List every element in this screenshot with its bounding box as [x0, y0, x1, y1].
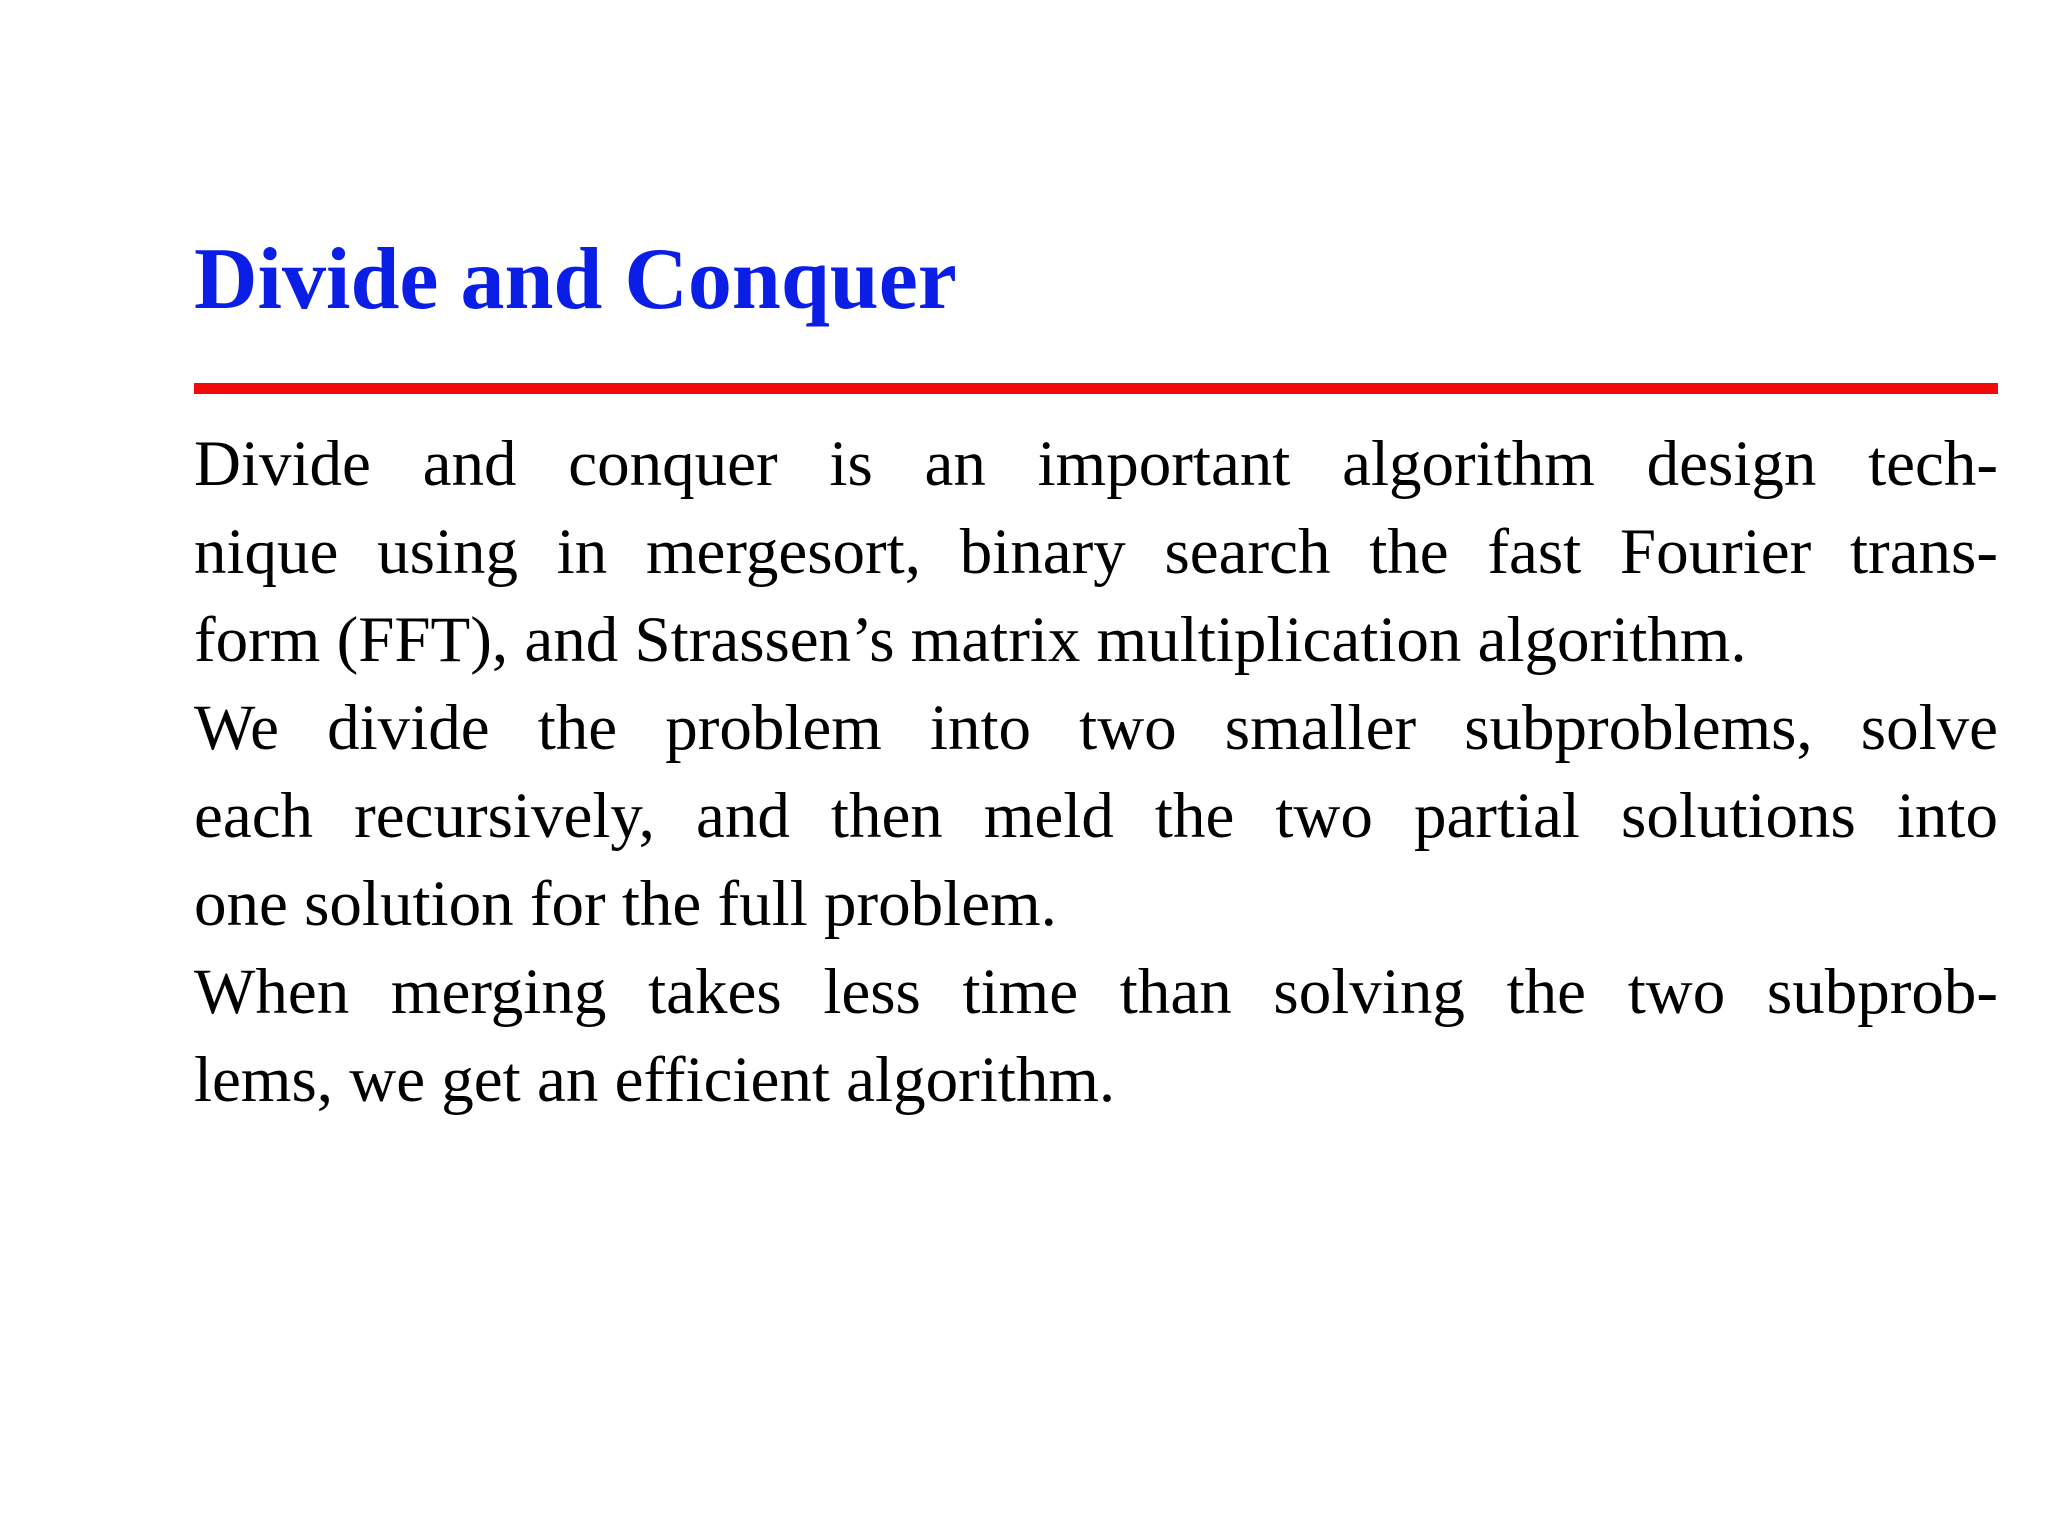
slide-body: [194, 420, 1998, 1124]
text-line: We divide the problem into two smaller subproblems, solve: [194, 692, 1998, 764]
text-line: lems, we get an efficient algorithm.: [194, 1044, 1116, 1116]
title-underline-rule: [194, 383, 1998, 394]
slide-title: Divide and Conquer: [194, 231, 957, 328]
paragraph-method: [194, 684, 1998, 948]
paragraph-intro: [194, 420, 1998, 684]
text-line: each recursively, and then meld the two partial solutions into: [194, 780, 1998, 852]
paragraph-efficiency: [194, 948, 1998, 1124]
text-line: one solution for the full problem.: [194, 868, 1057, 940]
text-line: form (FFT), and Strassen’s matrix multiplication algorithm.: [194, 604, 1747, 676]
text-line: When merging takes less time than solving the two subprob-: [194, 956, 1998, 1028]
text-line: Divide and conquer is an important algorithm design tech-: [194, 428, 1998, 500]
text-line: nique using in mergesort, binary search the fast Fourier trans-: [194, 516, 1998, 588]
